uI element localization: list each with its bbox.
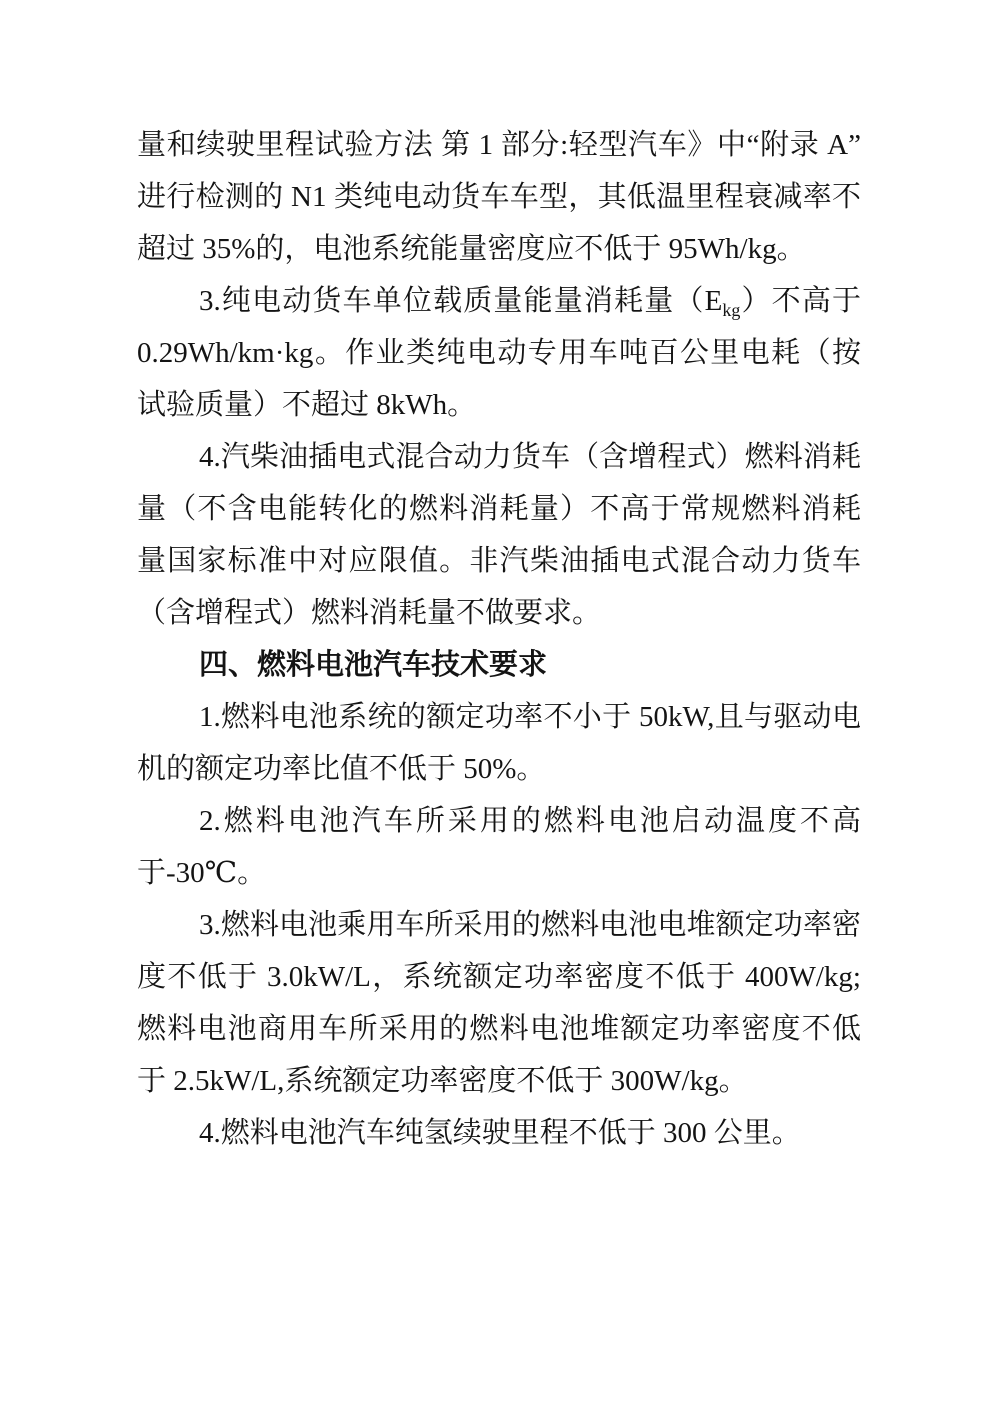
document-text-block	[137, 119, 861, 1159]
paragraph-fuel-cell-hydrogen-range: 4.燃料电池汽车纯氢续驶里程不低于 300 公里。	[199, 1117, 801, 1149]
paragraph-n1-truck-energy-density: 量和续驶里程试验方法 第 1 部分:轻型汽车》中“附录 A”进行检测的 N1 类纯电动货车车型，其低温里程衰减率不超过 35%的，电池系统能量密度应不低于 95Wh/kg。	[137, 129, 861, 265]
paragraph-text-after-subscript: ）不高于 0.29Wh/km·kg。作业类纯电动专用车吨百公里电耗（按试验质量）不超过 8kWh。	[137, 285, 861, 421]
paragraph-fuel-cell-startup-temperature: 2.燃料电池汽车所采用的燃料电池启动温度不高于-30℃。	[137, 805, 861, 889]
paragraph-fuel-cell-power-density: 3.燃料电池乘用车所采用的燃料电池电堆额定功率密度不低于 3.0kW/L，系统额定功率密度不低于 400W/kg; 燃料电池商用车所采用的燃料电池堆额定功率密度不低于 2.5kW/L,系统额定功率密度不低于 300W/kg。	[137, 909, 861, 1097]
paragraph-phev-truck-fuel-consumption: 4.汽柴油插电式混合动力货车（含增程式）燃料消耗量（不含电能转化的燃料消耗量）不高于常规燃料消耗量国家标准中对应限值。非汽柴油插电式混合动力货车（含增程式）燃料消耗量不做要求。	[137, 441, 861, 629]
paragraph-unit-load-energy-consumption	[137, 275, 861, 431]
paragraph-fuel-cell-rated-power: 1.燃料电池系统的额定功率不小于 50kW,且与驱动电机的额定功率比值不低于 50%。	[137, 701, 861, 785]
paragraph-text-before-subscript: 3.纯电动货车单位载质量能量消耗量（E	[199, 285, 723, 317]
ekg-subscript: kg	[722, 300, 741, 320]
section-heading-fuel-cell-requirements: 四、燃料电池汽车技术要求	[199, 649, 548, 681]
